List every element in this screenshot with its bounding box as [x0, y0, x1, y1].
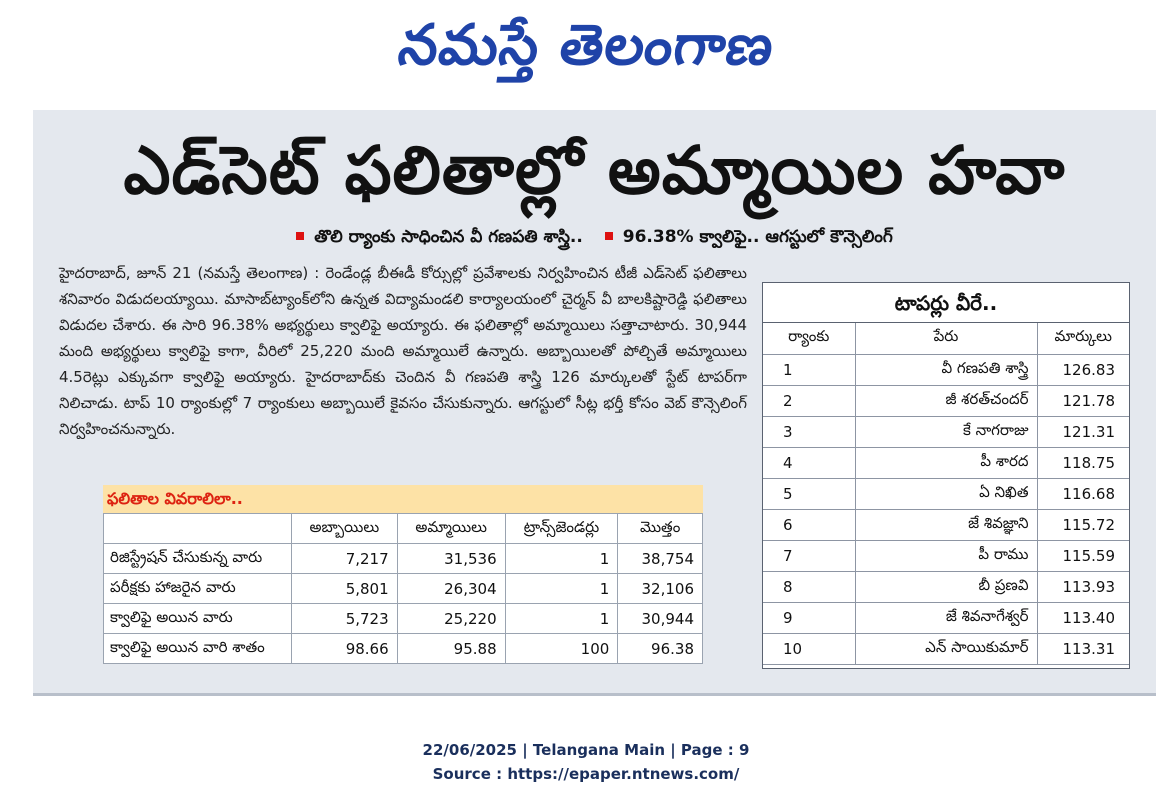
cell-value: 5,723: [292, 604, 398, 634]
marks-cell: 116.68: [1037, 478, 1129, 509]
marks-cell: 121.78: [1037, 385, 1129, 416]
marks-cell: 113.93: [1037, 571, 1129, 602]
cell-value: 1: [505, 604, 618, 634]
cell-value: 30,944: [618, 604, 703, 634]
marks-cell: 126.83: [1037, 354, 1129, 385]
column-header: [104, 514, 292, 544]
article-subheads: [33, 225, 1156, 249]
marks-cell: 113.31: [1037, 633, 1129, 664]
article-headline: ఎడ్‌సెట్ ఫలితాల్లో అమ్మాయిల హవా: [123, 132, 1066, 209]
results-label: ఫలితాల వివరాలిలా..: [103, 485, 703, 513]
cell-value: 32,106: [618, 574, 703, 604]
rank-cell: 7: [763, 540, 855, 571]
column-header: ట్రాన్స్‌జెండర్లు: [505, 514, 618, 544]
rank-cell: 2: [763, 385, 855, 416]
table-row: [763, 416, 1129, 447]
masthead: [0, 0, 1172, 100]
table-row: [763, 540, 1129, 571]
article-clipping: [33, 110, 1156, 696]
marks-cell: 115.72: [1037, 509, 1129, 540]
table-row: [104, 634, 703, 664]
table-row: [763, 602, 1129, 633]
subhead-text: తొలి ర్యాంకు సాధించిన వీ గణపతి శాస్త్రి..: [314, 227, 583, 247]
cell-value: 31,536: [397, 544, 505, 574]
table-row: [763, 509, 1129, 540]
cell-value: 5,801: [292, 574, 398, 604]
name-cell: వీ గణపతి శాస్త్రి: [855, 354, 1037, 385]
table-row: [763, 571, 1129, 602]
table-row: [104, 604, 703, 634]
row-label: రిజిస్ట్రేషన్ చేసుకున్న వారు: [104, 544, 292, 574]
row-label: క్వాలిఫై అయిన వారు: [104, 604, 292, 634]
name-cell: జే శివనాగేశ్వర్: [855, 602, 1037, 633]
marks-cell: 113.40: [1037, 602, 1129, 633]
marks-cell: 115.59: [1037, 540, 1129, 571]
page-footer: [0, 738, 1172, 786]
edition-info: 22/06/2025 | Telangana Main | Page : 9: [422, 741, 750, 759]
column-header: అబ్బాయిలు: [292, 514, 398, 544]
toppers-table: [763, 323, 1129, 665]
toppers-title: టాపర్లు వీరే..: [763, 283, 1129, 323]
marks-cell: 121.31: [1037, 416, 1129, 447]
cell-value: 26,304: [397, 574, 505, 604]
bullet-icon: [296, 232, 304, 240]
rank-cell: 8: [763, 571, 855, 602]
column-header-name: పేరు: [855, 323, 1037, 354]
article-body: హైదరాబాద్, జూన్ 21 (నమస్తే తెలంగాణ) : రెండేండ్ల బీఈడీ కోర్సుల్లో ప్రవేశాలకు నిర్వహించిన టీజీ ఎడ్‌సెట్ ఫలితాలు శనివారం విడుదలయ్యాయి. మాసాబ్‌ట్యాంక్‌లోని ఉన్నత విద్యామండలి కార్యాలయంలో చైర్మన్ వీ బాలకిష్టారెడ్డి ఫలితాలు విడుదల చేశారు. ఈ సారి 96.38% అభ్యర్థులు క్వాలిఫై అయ్యారు. ఈ ఫలితాల్లో అమ్మాయిలు సత్తాచాటారు. 30,944 మంది అభ్యర్థులు క్వాలిఫై కాగా, వీరిలో 25,220 మంది అమ్మాయిలే ఉన్నారు. అబ్బాయిలతో పోల్చితే అమ్మాయిలు 4.5రెట్లు ఎక్కువగా క్వాలిఫై అయ్యారు. హైదరాబాద్‌కు చెందిన వీ గణపతి శాస్త్రి 126 మార్కులతో స్టేట్ టాపర్‌గా నిలిచాడు. టాప్ 10 ర్యాంకుల్లో 7 ర్యాంకులు అబ్బాయిలే కైవసం చేసుకున్నారు. ఆగస్టులో సీట్ల భర్తీ కోసం వెబ్ కౌన్సెలింగ్ నిర్వహించనున్నారు.: [59, 264, 747, 438]
cell-value: 1: [505, 574, 618, 604]
row-label: క్వాలిఫై అయిన వారి శాతం: [104, 634, 292, 664]
table-row: [763, 354, 1129, 385]
name-cell: జీ శరత్‌చందర్: [855, 385, 1037, 416]
rank-cell: 5: [763, 478, 855, 509]
cell-value: 95.88: [397, 634, 505, 664]
name-cell: బీ ప్రణవి: [855, 571, 1037, 602]
table-header-row: [763, 323, 1129, 354]
row-label: పరీక్షకు హాజరైన వారు: [104, 574, 292, 604]
cell-value: 100: [505, 634, 618, 664]
marks-cell: 118.75: [1037, 447, 1129, 478]
name-cell: ఎన్ సాయికుమార్: [855, 633, 1037, 664]
cell-value: 38,754: [618, 544, 703, 574]
rank-cell: 10: [763, 633, 855, 664]
cell-value: 25,220: [397, 604, 505, 634]
name-cell: కే నాగరాజు: [855, 416, 1037, 447]
name-cell: ఏ నిఖిత: [855, 478, 1037, 509]
newspaper-logo: నమస్తే తెలంగాణ: [394, 13, 779, 78]
bullet-icon: [605, 232, 613, 240]
column-header-rank: ర్యాంకు: [763, 323, 855, 354]
cell-value: 96.38: [618, 634, 703, 664]
table-row: [763, 478, 1129, 509]
results-table: [103, 513, 703, 664]
toppers-box: [762, 282, 1130, 669]
table-row: [104, 544, 703, 574]
name-cell: పీ రాము: [855, 540, 1037, 571]
rank-cell: 1: [763, 354, 855, 385]
table-row: [763, 447, 1129, 478]
cell-value: 7,217: [292, 544, 398, 574]
table-row: [763, 633, 1129, 664]
subhead-item: [605, 227, 893, 247]
name-cell: జే శివజ్ఞాని: [855, 509, 1037, 540]
column-header: అమ్మాయిలు: [397, 514, 505, 544]
source-info: Source : https://epaper.ntnews.com/: [432, 765, 740, 783]
column-header: మొత్తం: [618, 514, 703, 544]
table-row: [763, 385, 1129, 416]
subhead-text: 96.38% క్వాలిఫై.. ఆగస్టులో కౌన్సెలింగ్: [622, 227, 893, 247]
rank-cell: 6: [763, 509, 855, 540]
rank-cell: 4: [763, 447, 855, 478]
name-cell: పీ శారద: [855, 447, 1037, 478]
table-header-row: [104, 514, 703, 544]
rank-cell: 3: [763, 416, 855, 447]
table-row: [104, 574, 703, 604]
rank-cell: 9: [763, 602, 855, 633]
subhead-item: [296, 227, 583, 247]
cell-value: 98.66: [292, 634, 398, 664]
column-header-marks: మార్కులు: [1037, 323, 1129, 354]
cell-value: 1: [505, 544, 618, 574]
